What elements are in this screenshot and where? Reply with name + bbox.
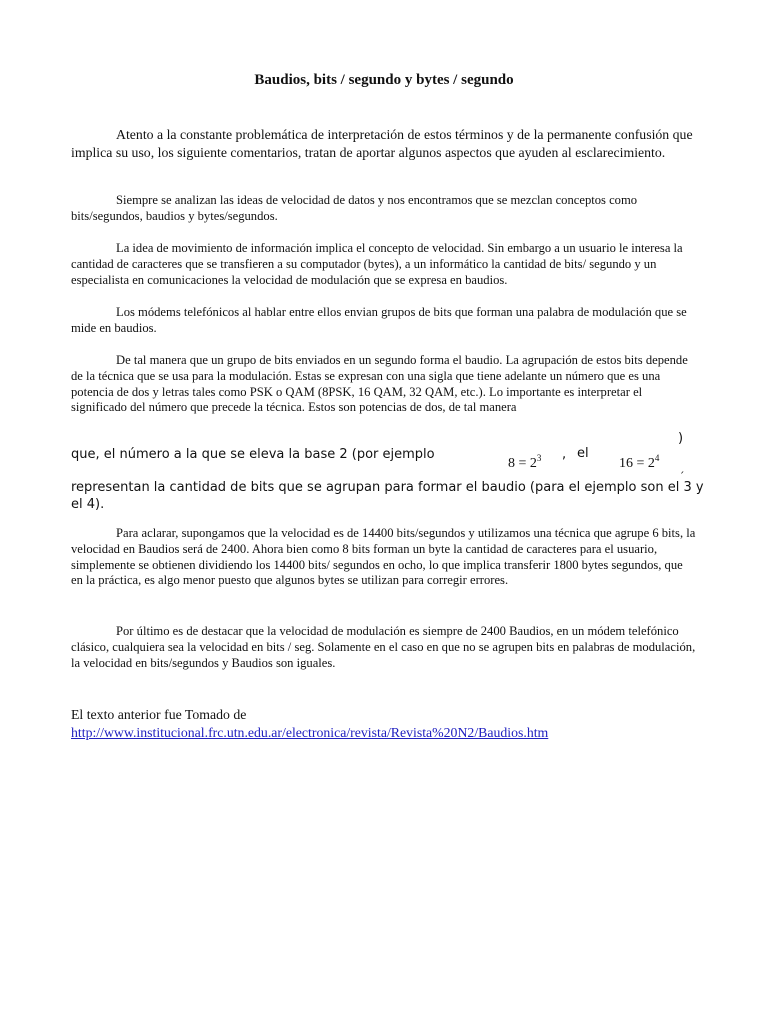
formula-close-paren: ) bbox=[678, 431, 684, 446]
source-prefix: El texto anterior fue Tomado de bbox=[71, 707, 247, 722]
intro-paragraph: Atento a la constante problemática de interpretación de estos términos y de la permanente confusión que implica su uso, los siguiente comentarios, tratan de aportar algunos aspectos que ayuden al esclarecimiento. bbox=[71, 127, 693, 160]
paragraph-2: La idea de movimiento de información implica el concepto de velocidad. Sin embargo a un usuario le interesa la cantidad de caracteres que se transfieren a su computador (bytes), a un informático la cantidad de bits/ segundo y un especialista en comunicaciones la velocidad de modulación que se expresa en baudios. bbox=[71, 241, 683, 287]
formula-el: el bbox=[577, 446, 589, 461]
paragraph-5: Para aclarar, supongamos que la velocidad es de 14400 bits/segundos y utilizamos una técnica que agrupe 6 bits, la velocidad en Baudios será de 2400. Ahora bien como 8 bits forman un byte la cantidad de caracteres para el usuario, simplemente se obtienen dividiendo los 14400 bits/ segundos en ocho, lo que implica transferir 1800 bytes segundos, que en la práctica, es algo menor puesto que algunos bytes se utilizan para corregir errores. bbox=[71, 526, 696, 588]
formula2-lhs: 16 = 2 bbox=[619, 456, 655, 471]
paragraph-4: De tal manera que un grupo de bits enviados en un segundo forma el baudio. La agrupación de estos bits depende de la técnica que se usa para la modulación. Estas se expresan con una sigla que tiene adelante un número que es una potencia de dos y letras tales como PSK o QAM (8PSK, 16 QAM, 32 QAM, etc.). Lo importante es interpretar el significado del número que precede la técnica. Estos son potencias de dos, de tal manera bbox=[71, 353, 688, 415]
paragraph-1: Siempre se analizan las ideas de velocidad de datos y nos encontramos que se mezclan conceptos como bits/segundos, baudios y bytes/segundos. bbox=[71, 193, 638, 223]
formula-8-equals-2-cubed bbox=[508, 449, 541, 473]
formula2-exponent: 4 bbox=[654, 453, 660, 463]
paragraph-6: Por último es de destacar que la velocidad de modulación es siempre de 2400 Baudios, en un módem telefónico clásico, cualquiera sea la velocidad en bits / seg. Solamente en el caso en que no se agrupen bits en palabras de modulación, la velocidad en bits/segundos y Baudios son iguales. bbox=[71, 624, 696, 670]
paragraph-3: Los módems telefónicos al hablar entre ellos envian grupos de bits que forman una palabra de modulación que se mide en baudios. bbox=[71, 305, 687, 335]
formula1-lhs: 8 = 2 bbox=[508, 456, 537, 471]
formula1-exponent: 3 bbox=[536, 453, 542, 463]
source-link[interactable]: http://www.institucional.frc.utn.edu.ar/electronica/revista/Revista%20N2/Baudios.htm bbox=[71, 725, 549, 740]
formula-comma: , bbox=[562, 447, 567, 462]
formula-tick: ´ bbox=[679, 470, 685, 483]
formula-16-equals-2-fourth bbox=[619, 449, 659, 473]
formula-suffix: representan la cantidad de bits que se agrupan para formar el baudio (para el ejemplo son el 3 y el 4). bbox=[71, 480, 704, 512]
document-title: Baudios, bits / segundo y bytes / segundo bbox=[254, 72, 514, 88]
source-citation bbox=[71, 706, 697, 742]
formula-prefix: que, el número a la que se eleva la base 2 (por ejemplo bbox=[71, 447, 435, 462]
